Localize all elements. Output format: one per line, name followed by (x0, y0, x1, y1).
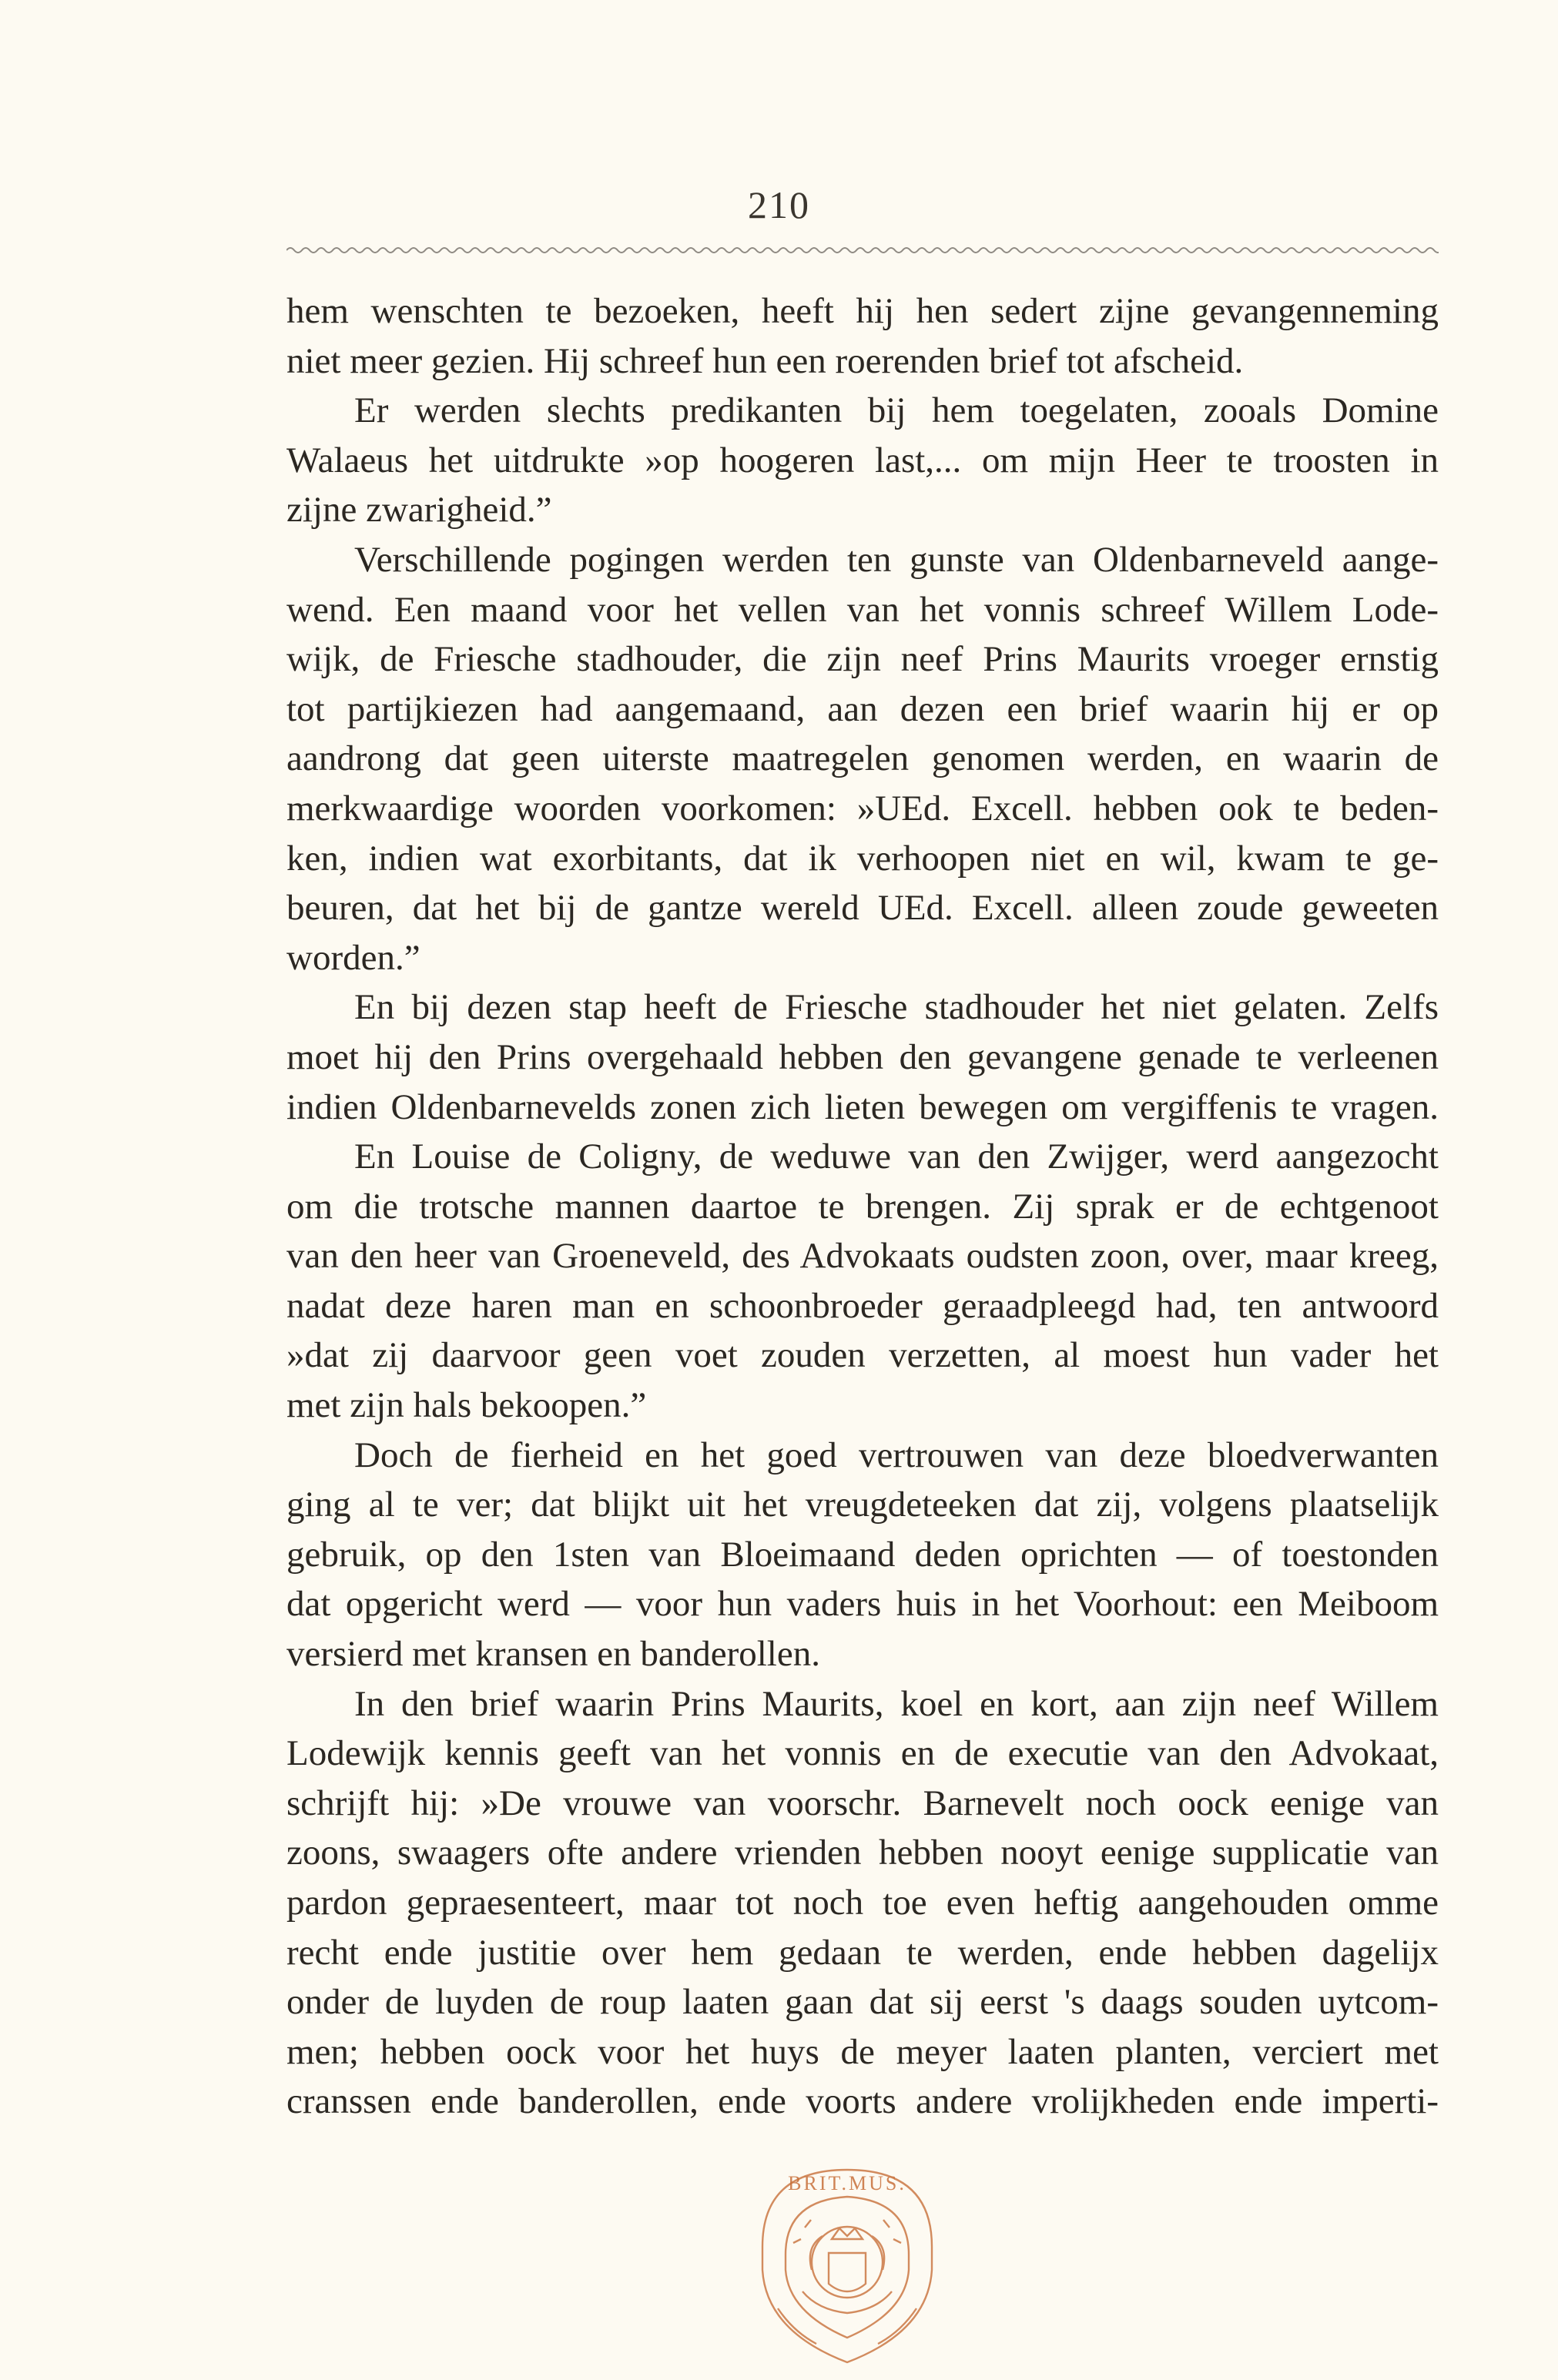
library-stamp-icon (732, 2154, 963, 2370)
text-line: Walaeus het uitdrukte »op hoogeren last,... om mijn Heer te troosten in (286, 440, 1439, 480)
text-line: »dat zij daarvoor geen voet zouden verzetten, al moest hun vader het (286, 1335, 1439, 1376)
text-line: merkwaardige woorden voorkomen: »UEd. Excell. hebben ook te beden- (286, 788, 1439, 828)
text-line: indien Oldenbarnevelds zonen zich lieten bewegen om vergiffenis te vragen. (286, 1086, 1439, 1127)
stamp-legend: BRIT.MUS. (788, 2172, 906, 2194)
text-line: gebruik, op den 1sten van Bloeimaand deden oprichten — of toestonden (286, 1534, 1439, 1575)
text-line: recht ende justitie over hem gedaan te werden, ende hebben dagelijx (286, 1932, 1439, 1973)
text-line: dat opgericht werd — voor hun vaders huis in het Voorhout: een Meiboom (286, 1584, 1439, 1625)
text-line: beuren, dat het bij de gantze wereld UEd. Excell. alleen zoude geweeten (286, 888, 1439, 929)
text-line: schrijft hij: »De vrouwe van voorschr. Barnevelt noch oock eenige van (286, 1782, 1439, 1823)
text-line: wend. Een maand voor het vellen van het vonnis schreef Willem Lode- (286, 589, 1439, 630)
body-text (286, 286, 1439, 2127)
text-line: moet hij den Prins overgehaald hebben den gevangene genade te verleenen (286, 1036, 1439, 1077)
text-line: met zijn hals bekoopen.” (286, 1385, 647, 1426)
text-line: onder de luyden de roup laaten gaan dat sij eerst 's daags souden uytcom- (286, 1982, 1439, 2023)
text-line: Verschillende pogingen werden ten gunste van Oldenbarneveld aange- (354, 539, 1439, 580)
text-line: pardon gepraesenteert, maar tot noch toe even heftig aangehouden omme (286, 1883, 1439, 1923)
text-line: aandrong dat geen uiterste maatregelen genomen werden, en waarin de (286, 738, 1439, 779)
text-line: tot partijkiezen had aangemaand, aan dezen een brief waarin hij er op (286, 688, 1439, 729)
text-line: zijne zwarigheid.” (286, 490, 552, 531)
text-line: Doch de fierheid en het goed vertrouwen van deze bloedverwanten (354, 1434, 1439, 1475)
text-line: van den heer van Groeneveld, des Advokaats oudsten zoon, over, maar kreeg, (286, 1236, 1439, 1277)
text-line: wijk, de Friesche stadhouder, die zijn neef Prins Maurits vroeger ernstig (286, 639, 1439, 680)
text-line: Er werden slechts predikanten bij hem toegelaten, zooals Domine (354, 390, 1439, 431)
text-line: En bij dezen stap heeft de Friesche stadhouder het niet gelaten. Zelfs (354, 987, 1439, 1028)
text-line: cranssen ende banderollen, ende voorts andere vrolijkheden ende imperti- (286, 2081, 1439, 2122)
text-line: Lodewijk kennis geeft van het vonnis en de executie van den Advokaat, (286, 1733, 1439, 1774)
text-line: nadat deze haren man en schoonbroeder geraadpleegd had, ten antwoord (286, 1285, 1439, 1326)
text-line: versierd met kransen en banderollen. (286, 1634, 820, 1675)
text-line: om die trotsche mannen daartoe te brengen. Zij sprak er de echtgenoot (286, 1186, 1439, 1227)
text-line: zoons, swaagers ofte andere vrienden hebben nooyt eenige supplicatie van (286, 1833, 1439, 1873)
text-line: men; hebben oock voor het huys de meyer laaten planten, verciert met (286, 2031, 1439, 2072)
text-line: niet meer gezien. Hij schreef hun een roerenden brief tot afscheid. (286, 340, 1244, 381)
text-line: hem wenschten te bezoeken, heeft hij hen sedert zijne gevangenneming (286, 291, 1439, 331)
text-line: worden.” (286, 937, 420, 978)
text-line: ging al te ver; dat blijkt uit het vreugdeteeken dat zij, volgens plaatselijk (286, 1485, 1439, 1525)
page-number: 210 (748, 183, 810, 226)
wavy-header-rule (286, 245, 1439, 256)
text-line: ken, indien wat exorbitants, dat ik verhoopen niet en wil, kwam te ge- (286, 838, 1439, 879)
text-line: En Louise de Coligny, de weduwe van den Zwijger, werd aangezocht (354, 1136, 1439, 1177)
text-line: In den brief waarin Prins Maurits, koel en kort, aan zijn neef Willem (354, 1683, 1439, 1724)
